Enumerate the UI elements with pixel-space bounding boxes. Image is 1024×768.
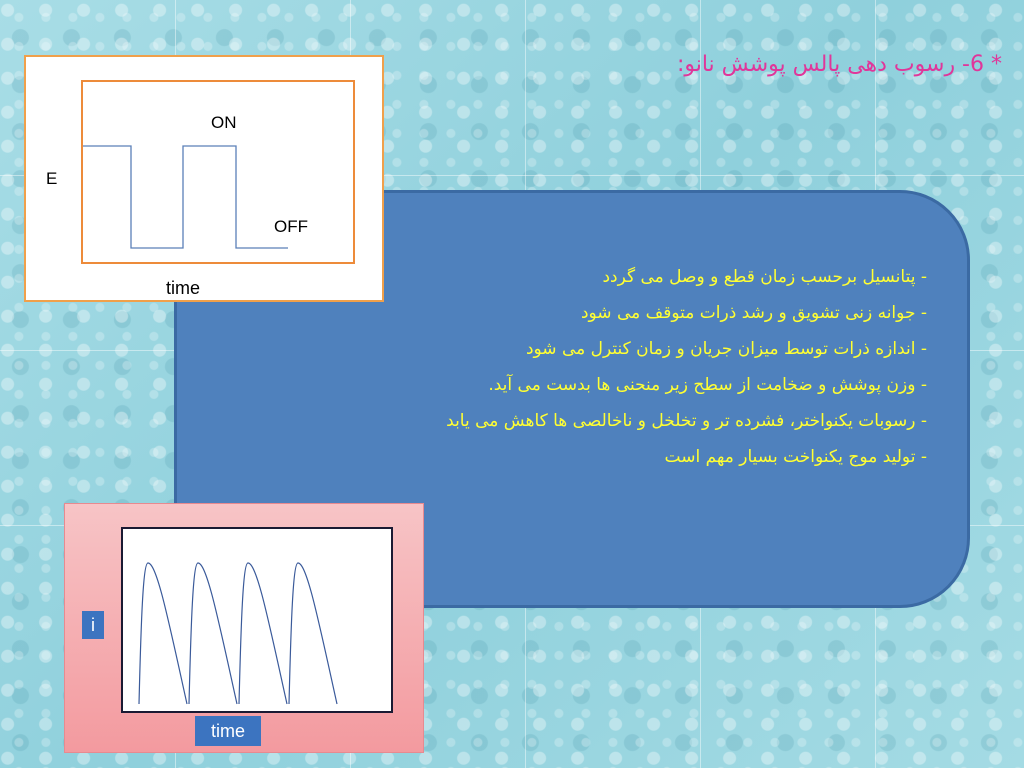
current-peak-line [139,563,187,704]
voltage-waveform-svg [26,57,386,304]
info-item: - اندازه ذرات توسط میزان جریان و زمان کنترل می شود [525,339,927,359]
y-axis-tag: i [82,611,104,639]
current-pulse-diagram [64,503,424,753]
current-peak-line [189,563,237,704]
info-item: - تولید موج یکنواخت بسیار مهم است [664,447,927,467]
current-waveform-svg [123,529,391,711]
current-plot-area [121,527,393,713]
info-item: - جوانه زنی تشویق و رشد ذرات متوقف می شود [580,303,927,323]
slide-title: * 6- رسوب دهی پالس پوشش نانو: [676,52,1002,77]
on-label: ON [211,113,237,132]
x-axis-label: time [166,278,201,298]
y-axis-label: E [46,169,58,188]
voltage-pulse-diagram [24,55,384,302]
current-peak-line [239,563,287,704]
current-peaks [139,563,337,704]
off-label: OFF [274,217,308,236]
current-peak-line [289,563,337,704]
info-item: - رسوبات یکنواختر، فشرده تر و تخلخل و ناخالصی ها کاهش می یابد [446,411,927,431]
x-axis-tag: time [195,716,261,746]
info-item: - پتانسیل برحسب زمان قطع و وصل می گردد [602,267,927,287]
info-item: - وزن پوشش و ضخامت از سطح زیر منحنی ها بدست می آید. [488,375,927,395]
square-wave-line [83,146,288,248]
